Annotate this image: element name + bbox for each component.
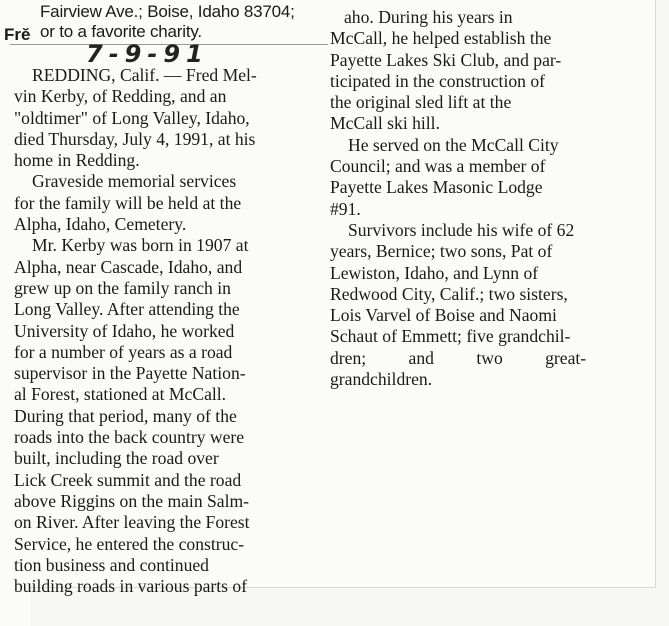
article-line: Schaut of Emmett; five grandchil- <box>330 326 571 347</box>
article-line: Long Valley. After attending the <box>14 299 240 320</box>
article-line: grandchildren. <box>330 369 433 390</box>
article-line: supervisor in the Payette Nation- <box>14 363 246 384</box>
article-line: Alpha, Idaho, Cemetery. <box>14 214 187 235</box>
article-line: roads into the back country were <box>14 427 245 448</box>
article-line: dren; and two great- <box>330 347 587 368</box>
article-line: grew up on the family ranch in <box>14 277 231 298</box>
article-line: University of Idaho, he worked <box>14 320 235 341</box>
article-line: aho. During his years in <box>344 7 513 27</box>
obituary-left-column <box>14 65 328 597</box>
article-line: Service, he entered the construc- <box>14 533 245 554</box>
header-address-line: Fairview Ave.; Boise, Idaho 83704; <box>40 2 295 21</box>
article-line: tion business and continued <box>14 554 209 575</box>
article-line: "oldtimer" of Long Valley, Idaho, <box>14 107 250 128</box>
article-line: Alpha, near Cascade, Idaho, and <box>14 256 243 277</box>
article-line: Lick Creek summit and the road <box>14 469 242 490</box>
header-charity-line: or to a favorite charity. <box>40 22 202 41</box>
article-line: ticipated in the construction of <box>330 70 545 91</box>
article-line: for a number of years as a road <box>14 341 233 362</box>
article-line: Redwood City, Calif.; two sisters, <box>330 283 568 304</box>
article-line: McCall, he helped establish the <box>330 28 552 49</box>
article-line: Council; and was a member of <box>330 156 546 177</box>
article-line: home in Redding. <box>14 150 140 171</box>
header-cut-label: Frĕ <box>4 25 31 44</box>
article-line: He served on the McCall City <box>348 134 559 155</box>
article-line: Payette Lakes Masonic Lodge <box>330 177 543 198</box>
article-line: died Thursday, July 4, 1991, at his <box>14 128 256 149</box>
article-line: #91. <box>330 198 361 219</box>
article-line: vin Kerby, of Redding, and an <box>14 86 227 107</box>
article-line: REDDING, Calif. — Fred Mel- <box>32 65 257 85</box>
handwritten-date: 7-9-91 <box>86 40 209 68</box>
article-line: Graveside memorial services <box>32 171 237 192</box>
article-line: for the family will be held at the <box>14 192 242 213</box>
obituary-right-column <box>330 7 636 390</box>
article-line: Survivors include his wife of 62 <box>348 219 575 240</box>
article-line: Mr. Kerby was born in 1907 at <box>32 235 249 256</box>
article-line: al Forest, stationed at McCall. <box>14 384 227 405</box>
article-line: Lewiston, Idaho, and Lynn of <box>330 262 539 283</box>
article-line: on River. After leaving the Forest <box>14 512 250 533</box>
article-line: the original sled lift at the <box>330 92 512 113</box>
article-line: Payette Lakes Ski Club, and par- <box>330 49 562 70</box>
article-line: above Riggins on the main Salm- <box>14 490 250 511</box>
article-line: building roads in various parts of <box>14 576 248 597</box>
article-line: During that period, many of the <box>14 405 237 426</box>
article-line: Lois Varvel of Boise and Naomi <box>330 305 557 326</box>
article-line: built, including the road over <box>14 448 219 469</box>
article-line: years, Bernice; two sons, Pat of <box>330 241 553 262</box>
article-line: McCall ski hill. <box>330 113 440 134</box>
